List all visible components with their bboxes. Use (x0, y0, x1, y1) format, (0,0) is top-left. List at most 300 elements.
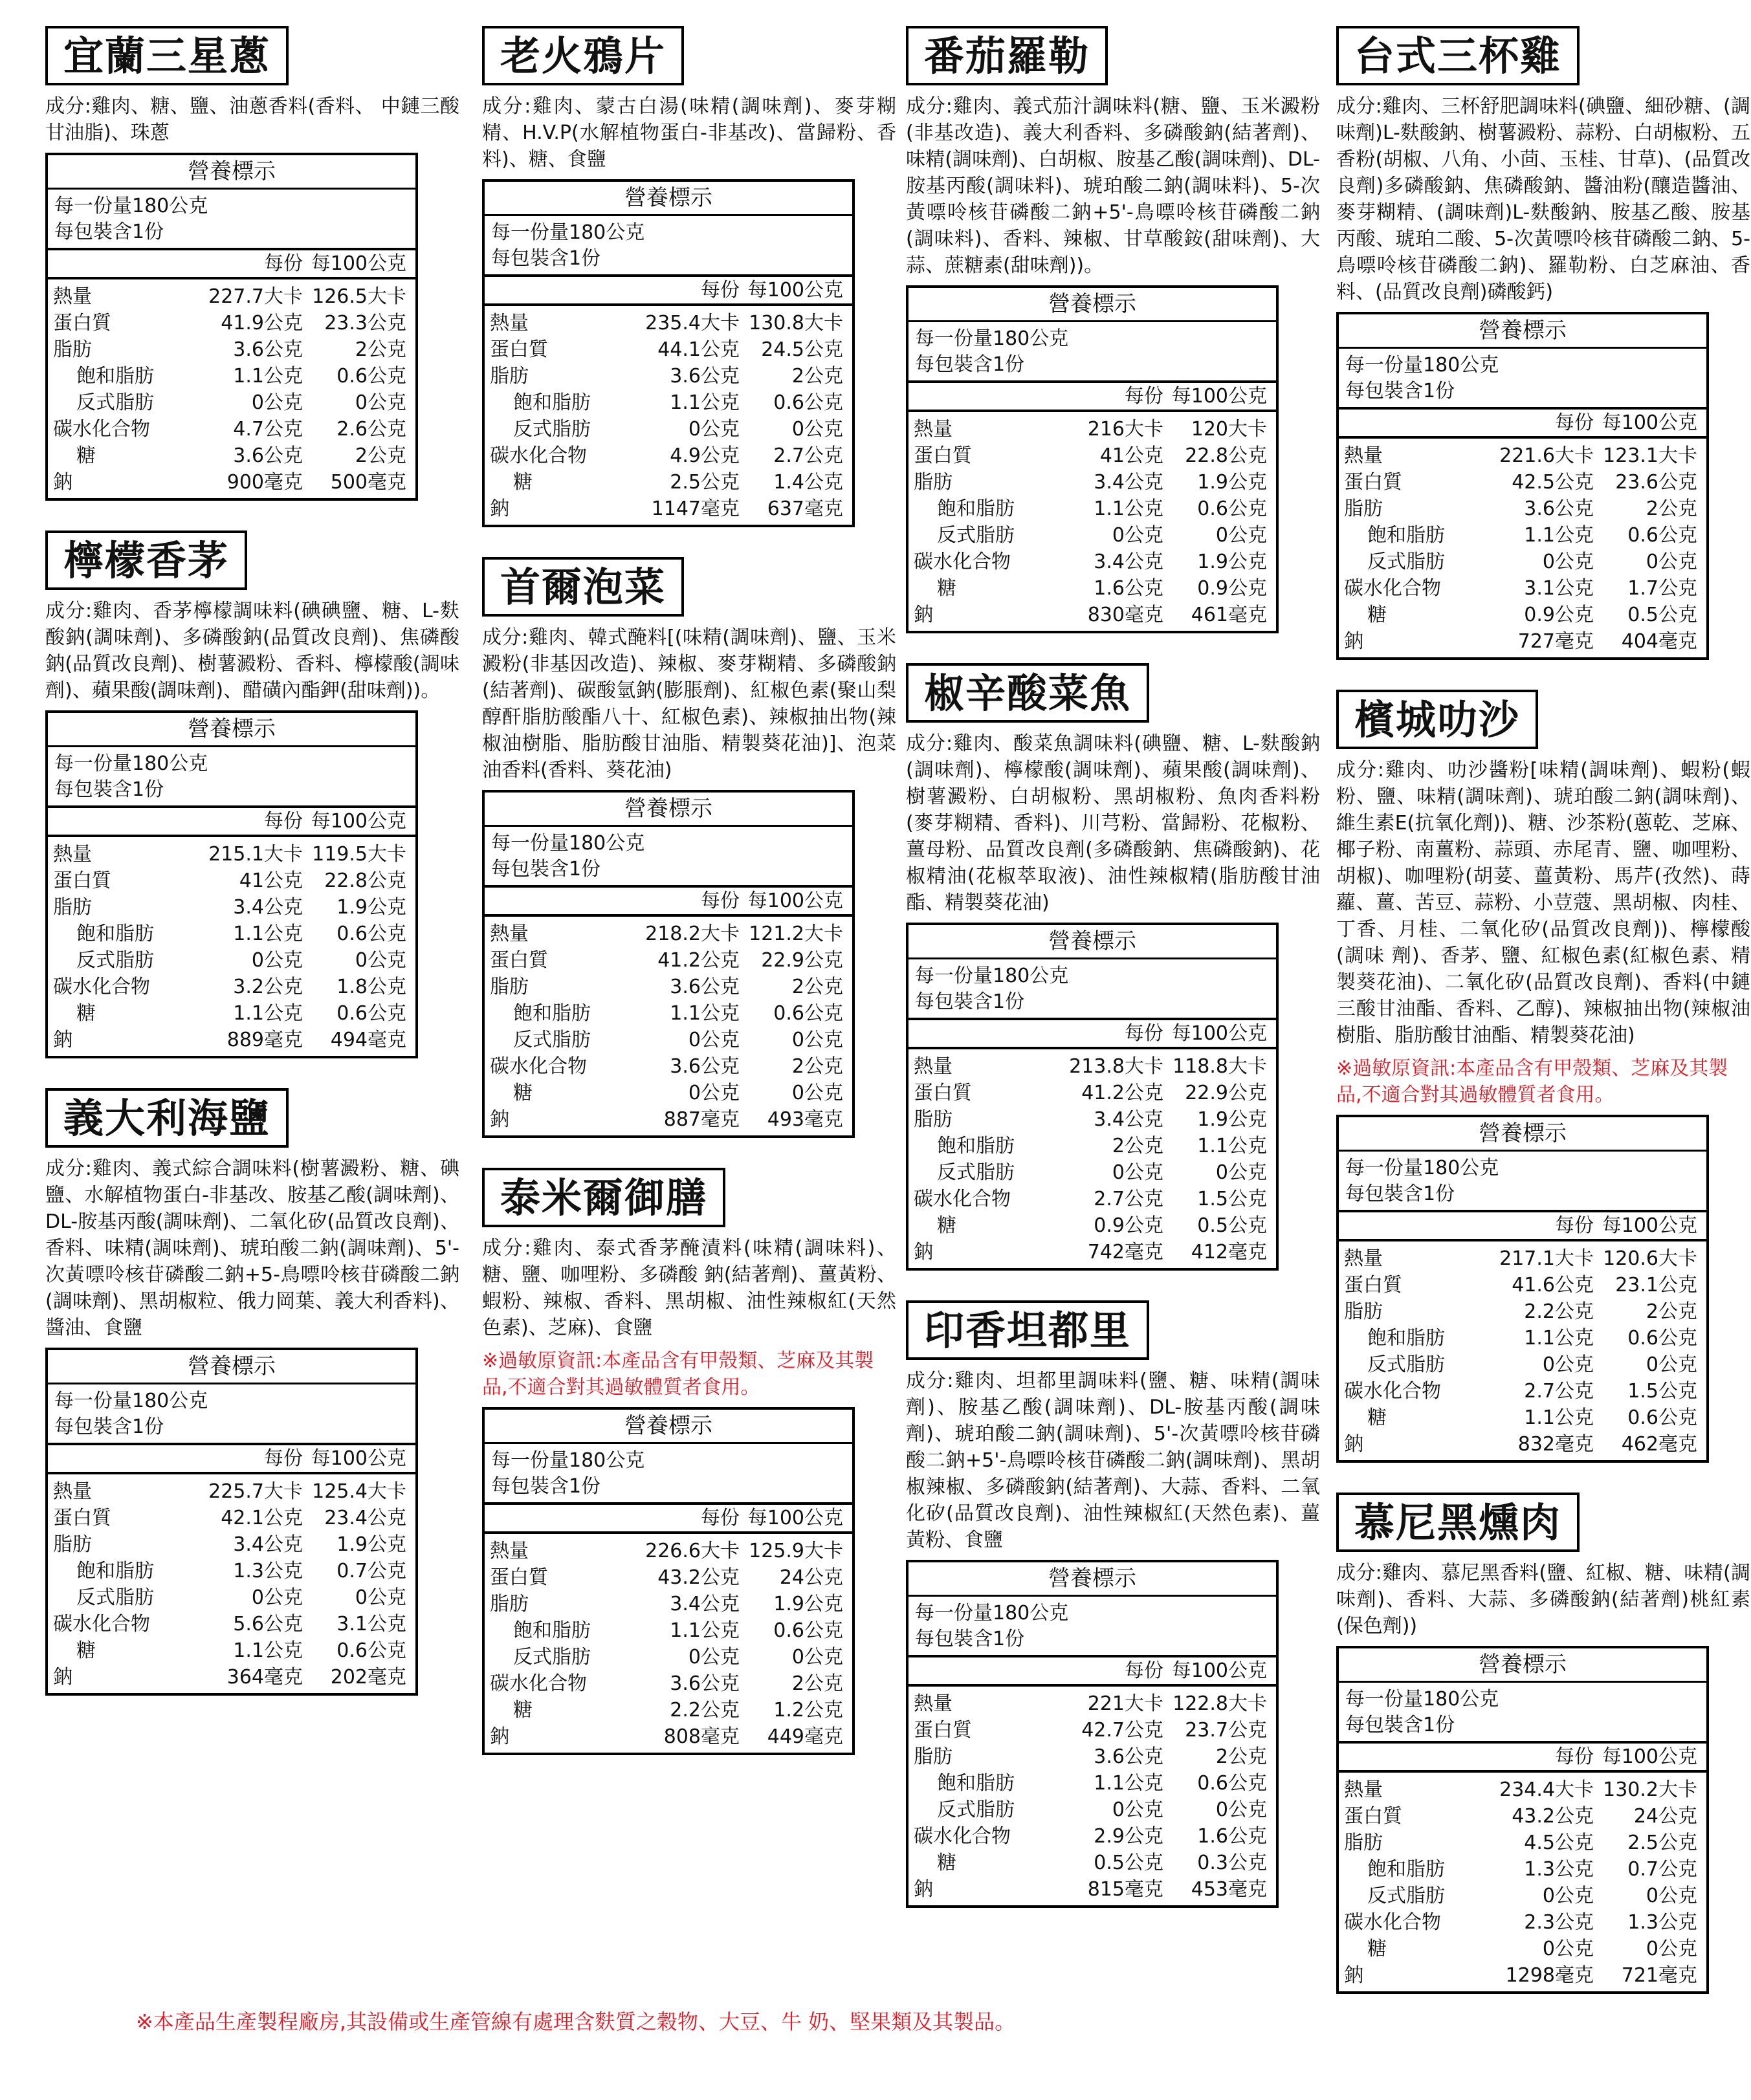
nutrient-label: 鈉 (1344, 1964, 1363, 1987)
nutrient-label: 飽和脂肪 (513, 1619, 591, 1642)
per-100g-value: 2公克 (1646, 498, 1697, 520)
nutrition-row (48, 1000, 415, 1027)
servings-per-pack: 每包裝含1份 (54, 1416, 164, 1438)
product-block (1336, 690, 1750, 1463)
nutrition-heading: 營養標示 (1339, 314, 1706, 349)
serving-size: 每一份量180公克 (491, 832, 645, 855)
per-100g-value: 0.6公克 (773, 1619, 843, 1642)
per-serving-value: 41.2公克 (657, 949, 740, 972)
per-100g-value: 1.2公克 (773, 1699, 843, 1722)
per-100g-value: 0.6公克 (336, 1002, 406, 1025)
nutrient-label: 蛋白質 (490, 1566, 548, 1589)
nutrient-label: 蛋白質 (914, 444, 972, 467)
blank-header (914, 1657, 1055, 1684)
ingredients-text: 成分:雞肉、慕尼黑香料(鹽、紅椒、糖、味精(調味劑)、香料、大蒜、多磷酸鈉(結著劑)桃紅素(保色劑)) (1336, 1562, 1750, 1637)
per-serving-value: 0公克 (688, 1646, 740, 1668)
per-100g-value: 118.8大卡 (1173, 1055, 1267, 1078)
nutrition-rows (485, 917, 852, 1135)
nutrition-table (45, 1348, 418, 1696)
blank-header (914, 1020, 1055, 1047)
nutrition-row (909, 575, 1276, 602)
nutrient-label: 鈉 (53, 471, 72, 494)
per-serving-header: 每份 (264, 1447, 303, 1470)
per-serving-value: 2.2公克 (670, 1699, 740, 1722)
nutrient-label: 飽和脂肪 (937, 1772, 1015, 1795)
nutrition-column-headers (48, 1445, 415, 1474)
per-100g-value: 130.2大卡 (1603, 1778, 1697, 1801)
nutrient-label: 碳水化合物 (490, 444, 587, 467)
per-100g-header: 每100公克 (1171, 1022, 1267, 1045)
serving-info (1339, 1152, 1706, 1212)
nutrition-row (909, 549, 1276, 575)
product-block (45, 26, 459, 501)
per-100g-value: 2公克 (355, 338, 406, 361)
nutrition-rows (48, 1474, 415, 1693)
nutrition-row (485, 310, 852, 336)
product-title: 泰米爾御膳 (482, 1168, 725, 1227)
nutrient-label: 反式脂肪 (513, 418, 591, 441)
per-100g-value: 0公克 (791, 1646, 843, 1668)
product-title: 慕尼黑燻肉 (1336, 1493, 1580, 1552)
per-100g-value: 1.9公克 (1197, 551, 1267, 573)
per-100g-value: 120.6大卡 (1603, 1247, 1697, 1270)
serving-info (909, 959, 1276, 1020)
per-serving-value: 3.6公克 (670, 1672, 740, 1695)
per-100g-value: 123.1大卡 (1603, 444, 1697, 467)
ingredients-text: 成分:雞肉、酸菜魚調味料(碘鹽、糖、L-麩酸鈉(調味劑)、檸檬酸(調味劑)、蘋果酸(調味劑)、樹薯澱粉、白胡椒粉、黑胡椒粉、魚肉香料粉(麥芽糊精、香料)、川芎粉、當歸粉、花椒粉、薑母粉、品質改良劑(多磷酸鈉、焦磷酸鈉)、花椒精油(花椒萃取液)、油性辣椒精(脂肪酸甘油酯、精製葵花油) (906, 732, 1320, 914)
per-100g-value: 22.9公克 (1185, 1082, 1267, 1104)
per-serving-header: 每份 (264, 252, 303, 275)
product-block (482, 26, 896, 527)
nutrition-heading: 營養標示 (1339, 1648, 1706, 1683)
per-100g-value: 449毫克 (767, 1725, 843, 1748)
per-serving-value: 0公克 (1542, 1885, 1594, 1907)
nutrition-table (482, 790, 855, 1138)
per-serving-header: 每份 (1555, 411, 1594, 434)
nutrition-row (909, 1744, 1276, 1770)
nutrient-label: 碳水化合物 (490, 1672, 587, 1695)
per-100g-value: 0公克 (791, 1082, 843, 1104)
nutrition-column-headers (909, 1020, 1276, 1049)
nutrition-row (909, 1053, 1276, 1080)
nutrient-label: 鈉 (53, 1666, 72, 1689)
serving-size: 每一份量180公克 (491, 1449, 645, 1472)
nutrition-rows (1339, 439, 1706, 657)
ingredients-text: 成分:雞肉、蒙古白湯(味精(調味劑)、麥芽糊精、H.V.P(水解植物蛋白-非基改)、當歸粉、香料)、糖、食鹽 (482, 95, 896, 171)
per-100g-value: 0.7公克 (336, 1560, 406, 1582)
per-100g-value: 1.9公克 (336, 896, 406, 919)
nutrition-rows (1339, 1773, 1706, 1991)
per-100g-value: 1.4公克 (773, 471, 843, 494)
per-100g-value: 0.6公克 (336, 1639, 406, 1662)
serving-size: 每一份量180公克 (54, 1390, 208, 1412)
nutrient-label: 蛋白質 (1344, 471, 1402, 494)
nutrient-label: 鈉 (490, 1725, 509, 1748)
nutrition-row (485, 1080, 852, 1106)
per-100g-value: 2公克 (791, 1672, 843, 1695)
per-100g-value: 461毫克 (1191, 604, 1267, 626)
per-serving-value: 3.6公克 (670, 365, 740, 388)
product-title: 宜蘭三星蔥 (45, 26, 289, 85)
nutrition-row (48, 841, 415, 868)
serving-size: 每一份量180公克 (1345, 354, 1499, 377)
nutrition-row (48, 389, 415, 416)
per-100g-value: 0公克 (355, 391, 406, 414)
nutrient-label: 蛋白質 (490, 949, 548, 972)
nutrient-label: 碳水化合物 (1344, 1380, 1441, 1403)
per-serving-value: 1.1公克 (1094, 498, 1163, 520)
per-100g-header: 每100公克 (1602, 1745, 1697, 1768)
per-100g-value: 1.5公克 (1197, 1188, 1267, 1210)
nutrient-label: 熱量 (914, 418, 953, 441)
nutrition-heading: 營養標示 (909, 288, 1276, 322)
per-serving-value: 1.3公克 (233, 1560, 303, 1582)
nutrient-label: 脂肪 (1344, 498, 1383, 520)
nutrient-label: 反式脂肪 (76, 949, 154, 972)
nutrition-heading: 營養標示 (48, 1350, 415, 1384)
blank-header (490, 888, 631, 914)
nutrition-row (1339, 522, 1706, 549)
per-serving-value: 2.5公克 (670, 471, 740, 494)
per-serving-value: 3.6公克 (233, 444, 303, 467)
serving-info (48, 1384, 415, 1445)
nutrient-label: 飽和脂肪 (76, 365, 154, 388)
per-100g-value: 0.5公克 (1627, 604, 1697, 626)
per-serving-header: 每份 (701, 1507, 740, 1529)
nutrition-row (1339, 1405, 1706, 1431)
per-serving-value: 2.7公克 (1524, 1380, 1594, 1403)
nutrient-label: 飽和脂肪 (513, 391, 591, 414)
nutrient-label: 糖 (76, 1639, 96, 1662)
nutrient-label: 飽和脂肪 (1367, 524, 1445, 547)
per-100g-value: 1.9公克 (1197, 471, 1267, 494)
per-100g-value: 2公克 (355, 444, 406, 467)
nutrient-label: 蛋白質 (914, 1719, 972, 1742)
per-100g-value: 23.3公克 (324, 312, 406, 334)
nutrition-table (45, 710, 418, 1058)
per-100g-value: 2.5公克 (1627, 1832, 1697, 1854)
nutrition-row (485, 469, 852, 496)
nutrition-heading: 營養標示 (1339, 1117, 1706, 1152)
product-title: 台式三杯雞 (1336, 26, 1580, 85)
nutrient-label: 脂肪 (490, 365, 529, 388)
per-100g-value: 0.6公克 (1627, 524, 1697, 547)
per-serving-value: 1.1公克 (233, 1002, 303, 1025)
ingredients-text: 成分:雞肉、泰式香茅醃漬料(味精(調味料)、糖、鹽、咖哩粉、多磷酸 鈉(結著劑)、薑黃粉、蝦粉、辣椒、香料、黑胡椒、油性辣椒紅(天然色素)、芝麻)、食鹽 (482, 1237, 896, 1339)
per-serving-value: 4.7公克 (233, 418, 303, 441)
serving-info (1339, 349, 1706, 410)
per-serving-value: 2公克 (1112, 1135, 1163, 1157)
per-serving-value: 3.4公克 (670, 1593, 740, 1615)
nutrition-rows (1339, 1241, 1706, 1460)
nutrient-label: 脂肪 (914, 1108, 953, 1131)
nutrition-heading: 營養標示 (909, 925, 1276, 959)
nutrition-row (1339, 1325, 1706, 1351)
blank-header (53, 808, 194, 835)
serving-size: 每一份量180公克 (915, 327, 1069, 350)
nutrient-label: 碳水化合物 (914, 1825, 1011, 1848)
nutrient-label: 碳水化合物 (914, 551, 1011, 573)
per-serving-value: 727毫克 (1517, 630, 1594, 653)
nutrition-row (48, 416, 415, 443)
nutrition-table (1336, 1646, 1709, 1994)
per-100g-value: 23.1公克 (1615, 1274, 1697, 1296)
nutrition-row (485, 416, 852, 443)
blank-header (1344, 1744, 1485, 1770)
per-serving-value: 3.4公克 (1094, 1108, 1163, 1131)
blank-header (53, 1445, 194, 1472)
nutrient-label: 蛋白質 (1344, 1805, 1402, 1828)
per-serving-value: 1.1公克 (1094, 1772, 1163, 1795)
nutrition-table (906, 285, 1279, 633)
nutrient-label: 反式脂肪 (937, 1799, 1015, 1821)
per-100g-value: 453毫克 (1191, 1878, 1267, 1901)
per-serving-value: 0公克 (1542, 551, 1594, 573)
nutrient-label: 鈉 (1344, 630, 1363, 653)
nutrient-label: 糖 (1367, 604, 1387, 626)
per-serving-value: 1.1公克 (233, 1639, 303, 1662)
nutrition-row (485, 921, 852, 947)
per-serving-value: 364毫克 (226, 1666, 303, 1689)
nutrition-row (909, 1133, 1276, 1159)
per-100g-value: 1.8公克 (336, 976, 406, 998)
per-100g-value: 2公克 (791, 976, 843, 998)
nutrient-label: 熱量 (1344, 444, 1383, 467)
blank-header (1344, 1212, 1485, 1239)
serving-info (48, 190, 415, 250)
per-100g-value: 122.8大卡 (1173, 1692, 1267, 1715)
per-serving-value: 2.9公克 (1094, 1825, 1163, 1848)
blank-header (914, 383, 1055, 410)
per-100g-header: 每100公克 (747, 1507, 843, 1529)
per-serving-value: 3.6公克 (233, 338, 303, 361)
servings-per-pack: 每包裝含1份 (54, 778, 164, 801)
nutrition-row (1339, 1272, 1706, 1298)
nutrient-label: 脂肪 (1344, 1832, 1383, 1854)
per-100g-value: 23.7公克 (1185, 1719, 1267, 1742)
per-serving-value: 0公克 (1112, 524, 1163, 547)
nutrition-row (1339, 1909, 1706, 1936)
per-100g-value: 3.1公克 (336, 1613, 406, 1635)
per-serving-value: 0.9公克 (1094, 1214, 1163, 1237)
per-100g-value: 0.6公克 (1627, 1406, 1697, 1429)
per-serving-value: 41.9公克 (221, 312, 303, 334)
per-serving-value: 1.3公克 (1524, 1858, 1594, 1881)
per-100g-value: 23.6公克 (1615, 471, 1697, 494)
nutrient-label: 鈉 (53, 1029, 72, 1051)
servings-per-pack: 每包裝含1份 (915, 990, 1025, 1013)
per-100g-value: 23.4公克 (324, 1507, 406, 1529)
per-100g-value: 125.9大卡 (749, 1540, 843, 1562)
per-serving-value: 43.2公克 (657, 1566, 740, 1589)
per-serving-header: 每份 (1125, 1659, 1163, 1682)
nutrition-rows (909, 1687, 1276, 1905)
per-serving-value: 43.2公克 (1512, 1805, 1594, 1828)
per-100g-value: 0公克 (1215, 1161, 1267, 1184)
per-serving-value: 3.4公克 (1094, 551, 1163, 573)
per-100g-value: 1.3公克 (1627, 1911, 1697, 1934)
nutrient-label: 蛋白質 (914, 1082, 972, 1104)
nutrition-row (909, 416, 1276, 443)
nutrition-row (48, 310, 415, 336)
nutrition-row (1339, 1351, 1706, 1378)
ingredients-text: 成分:雞肉、坦都里調味料(鹽、糖、味精(調味劑)、胺基乙酸(調味劑)、DL-胺基丙酸(調味劑)、琥珀酸二鈉(調味劑)、5'-次黃嘌呤核苷磷酸二鈉+5'-鳥嘌呤核苷磷酸二鈉(調味劑)、黑胡椒辣椒、多磷酸鈉(結著劑)、大蒜、香料、二氧化矽(品質改良劑)、油性辣椒紅(天然色素)、薑黃粉、食鹽 (906, 1370, 1320, 1551)
per-serving-value: 41公克 (239, 870, 303, 892)
per-100g-value: 493毫克 (767, 1108, 843, 1131)
nutrition-heading: 營養標示 (48, 155, 415, 190)
nutrition-heading: 營養標示 (909, 1562, 1276, 1597)
ingredients-text: 成分:雞肉、三杯舒肥調味料(碘鹽、細砂糖、(調味劑)L-麩酸鈉、樹薯澱粉、蒜粉、白胡椒粉、五香粉(胡椒、八角、小茴、玉桂、甘草)、(品質改良劑)多磷酸鈉、焦磷酸鈉、醬油粉(釀造醬油、麥芽糊精、(調味劑)L-麩酸鈉、胺基乙酸、胺基丙酸、琥珀二酸、5-次黃嘌呤核苷磷酸二鈉、5-鳥嘌呤核苷磷酸二鈉)、羅勒粉、白芝麻油、香料、(品質改良劑)磷酸鈣) (1336, 95, 1750, 303)
nutrient-label: 糖 (937, 1214, 956, 1237)
nutrition-row (1339, 469, 1706, 496)
per-serving-value: 0公克 (688, 1029, 740, 1051)
nutrition-row (48, 921, 415, 947)
per-100g-header: 每100公克 (1171, 1659, 1267, 1682)
per-100g-value: 1.7公克 (1627, 577, 1697, 600)
servings-per-pack: 每包裝含1份 (915, 1628, 1025, 1650)
per-serving-value: 3.2公克 (233, 976, 303, 998)
per-serving-value: 1.1公克 (1524, 1327, 1594, 1350)
nutrition-row (909, 469, 1276, 496)
per-100g-value: 22.9公克 (761, 949, 843, 972)
per-serving-value: 1.1公克 (670, 1619, 740, 1642)
nutrition-heading: 營養標示 (485, 793, 852, 827)
product-block (45, 530, 459, 1058)
per-serving-value: 218.2大卡 (645, 923, 740, 945)
per-100g-value: 0.7公克 (1627, 1858, 1697, 1881)
per-serving-value: 234.4大卡 (1499, 1778, 1594, 1801)
nutrition-row (48, 1558, 415, 1584)
nutrition-row (485, 1670, 852, 1697)
per-serving-value: 2.2公克 (1524, 1300, 1594, 1323)
per-100g-value: 24公克 (779, 1566, 843, 1589)
per-serving-header: 每份 (701, 279, 740, 301)
nutrient-label: 反式脂肪 (937, 524, 1015, 547)
nutrient-label: 飽和脂肪 (1367, 1858, 1445, 1881)
nutrient-label: 蛋白質 (53, 1507, 111, 1529)
nutrient-label: 鈉 (914, 1241, 933, 1263)
nutrition-heading: 營養標示 (485, 182, 852, 216)
product-title: 檸檬香茅 (45, 530, 247, 590)
nutrition-column-headers (485, 1505, 852, 1534)
per-100g-value: 0.6公克 (336, 365, 406, 388)
product-column (1336, 26, 1750, 2024)
per-100g-header: 每100公克 (311, 810, 406, 833)
nutrition-row (485, 363, 852, 389)
per-serving-value: 0.9公克 (1524, 604, 1594, 626)
serving-size: 每一份量180公克 (491, 221, 645, 244)
per-100g-value: 202毫克 (330, 1666, 406, 1689)
nutrition-row (909, 1850, 1276, 1876)
per-serving-value: 3.1公克 (1524, 577, 1594, 600)
nutrition-row (48, 1505, 415, 1531)
per-serving-header: 每份 (1125, 1022, 1163, 1045)
nutrition-table (45, 153, 418, 501)
product-block (45, 1088, 459, 1696)
per-serving-value: 0公克 (1112, 1161, 1163, 1184)
nutrition-row (1339, 443, 1706, 469)
per-100g-value: 2公克 (791, 365, 843, 388)
per-100g-value: 2公克 (1646, 1300, 1697, 1323)
per-serving-value: 1147毫克 (651, 498, 740, 520)
nutrition-row (1339, 602, 1706, 628)
ingredients-text: 成分:雞肉、義式茄汁調味料(糖、鹽、玉米澱粉(非基改造)、義大利香料、多磷酸鈉(結著劑)、味精(調味劑)、白胡椒、胺基乙酸(調味劑)、DL-胺基丙酸(調味料)、琥珀酸二鈉(調味料)、5-次黃嘌呤核苷磷酸二鈉+5'-鳥嘌呤核苷磷酸二鈉(調味料)、香料、辣椒、甘草酸銨(甜味劑)、大蒜、蔗糖素(甜味劑))。 (906, 95, 1320, 277)
per-serving-value: 1.1公克 (233, 923, 303, 945)
ingredients-text: 成分:雞肉、義式綜合調味料(樹薯澱粉、糖、碘鹽、水解植物蛋白-非基改、胺基乙酸(調味劑)、DL-胺基丙酸(調味劑)、二氧化矽(品質改良劑)、香料、味精(調味劑)、琥珀酸二鈉(調味劑)、5'-次黃嘌呤核苷磷酸二鈉+5-鳥嘌呤核苷磷酸二鈉(調味劑)、黑胡椒粒、俄力岡葉、義大利香料)、醬油、食鹽 (45, 1157, 459, 1339)
per-100g-value: 0.6公克 (1197, 498, 1267, 520)
per-100g-value: 2.6公克 (336, 418, 406, 441)
nutrition-column-headers (909, 383, 1276, 412)
nutrition-column-headers (485, 277, 852, 306)
per-serving-value: 3.6公克 (670, 976, 740, 998)
product-block (482, 1168, 896, 1755)
nutrient-label: 飽和脂肪 (937, 1135, 1015, 1157)
per-100g-header: 每100公克 (747, 279, 843, 301)
nutrition-column-headers (48, 250, 415, 279)
nutrition-row (909, 1770, 1276, 1797)
nutrient-label: 糖 (937, 577, 956, 600)
nutrition-column-headers (485, 888, 852, 917)
nutrition-row (485, 1027, 852, 1053)
ingredients-text: 成分:雞肉、叻沙醬粉[味精(調味劑)、蝦粉(蝦粉、鹽、味精(調味劑)、琥珀酸二鈉(調味劑)、維生素E(抗氧化劑))、糖、沙茶粉(蔥乾、芝麻、椰子粉、南薑粉、蒜頭、赤尾青、鹽、咖哩粉、胡椒)、咖哩粉(胡荽、薑黃粉、馬芹(孜然)、蒔蘿、薑、苦豆、蒜粉、小荳蔻、黑胡椒、肉桂、丁香、月桂、二氧化矽(品質改良劑))、檸檬酸(調味 劑)、香茅、鹽、紅椒色素(紅椒色素、精製葵花油)、二氧化矽(品質改良劑)、香料(中鏈三酸甘油酯、香料、乙醇)、辣椒抽出物(辣椒油樹脂、脂肪酸甘油酯、精製葵花油) (1336, 759, 1750, 1047)
nutrition-row (48, 1664, 415, 1690)
blank-header (1344, 410, 1485, 436)
per-serving-value: 42.1公克 (221, 1507, 303, 1529)
nutrition-row (48, 469, 415, 496)
product-title: 番茄羅勒 (906, 26, 1108, 85)
nutrition-row (48, 443, 415, 469)
nutrient-label: 糖 (513, 1082, 533, 1104)
per-serving-value: 5.6公克 (233, 1613, 303, 1635)
nutrition-row (909, 1690, 1276, 1717)
per-100g-value: 2公克 (1215, 1745, 1267, 1768)
product-title: 檳城叻沙 (1336, 690, 1538, 749)
product-title: 椒辛酸菜魚 (906, 663, 1149, 723)
per-100g-value: 0公克 (791, 1029, 843, 1051)
nutrient-label: 熱量 (1344, 1778, 1383, 1801)
nutrition-table (906, 1560, 1279, 1908)
nutrient-label: 反式脂肪 (1367, 551, 1445, 573)
per-serving-value: 2.7公克 (1094, 1188, 1163, 1210)
per-100g-value: 126.5大卡 (312, 285, 406, 308)
nutrition-row (909, 602, 1276, 628)
servings-per-pack: 每包裝含1份 (1345, 380, 1455, 402)
per-100g-header: 每100公克 (1171, 385, 1267, 408)
nutrition-row (909, 1876, 1276, 1903)
per-100g-value: 119.5大卡 (312, 843, 406, 866)
nutrient-label: 蛋白質 (53, 870, 111, 892)
nutrition-column-headers (1339, 1212, 1706, 1241)
per-100g-value: 0公克 (355, 1586, 406, 1609)
per-100g-value: 0公克 (1646, 1353, 1697, 1376)
per-serving-value: 1.1公克 (670, 391, 740, 414)
nutrition-heading: 營養標示 (485, 1410, 852, 1444)
serving-size: 每一份量180公克 (54, 752, 208, 775)
nutrition-row (48, 1478, 415, 1505)
per-serving-value: 221大卡 (1087, 1692, 1163, 1715)
nutrition-rows (909, 1049, 1276, 1268)
nutrition-row (1339, 549, 1706, 575)
nutrition-row (909, 443, 1276, 469)
nutrition-row (1339, 1245, 1706, 1272)
nutrition-row (485, 974, 852, 1000)
per-100g-value: 0公克 (355, 949, 406, 972)
per-100g-value: 125.4大卡 (312, 1480, 406, 1503)
nutrient-label: 脂肪 (490, 1593, 529, 1615)
per-100g-value: 0.3公克 (1197, 1852, 1267, 1874)
per-serving-header: 每份 (1555, 1214, 1594, 1237)
per-serving-value: 3.6公克 (670, 1055, 740, 1078)
